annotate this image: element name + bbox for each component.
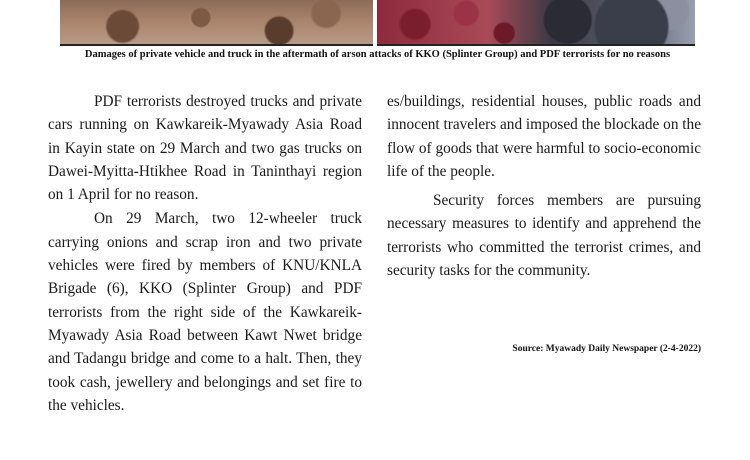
photo-strip — [60, 0, 695, 44]
article-column-left — [48, 90, 362, 417]
source-credit: Source: Myawady Daily Newspaper (2-4-2022) — [512, 344, 701, 354]
paragraph: es/buildings, residential houses, public roads and innocent travelers and imposed the blockade on the flow of goods that were harmful to socio-economic life of the people. — [387, 93, 701, 180]
article-column-right — [387, 90, 701, 282]
paragraph: PDF terrorists destroyed trucks and private cars running on Kawkareik-Myawady Asia Road in Kayin state on 29 March and two gas trucks on Dawei-Myitta-Htikhee Road in Taninthayi region on 1 April for no reason. — [48, 93, 362, 204]
burned-truck-photo — [377, 0, 695, 46]
burned-vehicle-photo — [60, 0, 373, 46]
paragraph: Security forces members are pursuing necessary measures to identify and apprehend the terrorists who committed the terrorist crimes, and security tasks for the community. — [387, 192, 701, 280]
photo-caption: Damages of private vehicle and truck in the aftermath of arson attacks of KKO (Splinter Group) and PDF terrorists for no reasons — [84, 49, 671, 60]
paragraph: On 29 March, two 12-wheeler truck carrying onions and scrap iron and two private vehicles were fired by members of KNU/KNLA Brigade (6), KKO (Splinter Group) and PDF terrorists from the right side of the Kawkareik-Myawady Asia Road between Kawt Nwet bridge and Tadangu bridge and come to a halt. Then, they took cash, jewellery and belongings and set fire to the vehicles. — [48, 210, 362, 414]
